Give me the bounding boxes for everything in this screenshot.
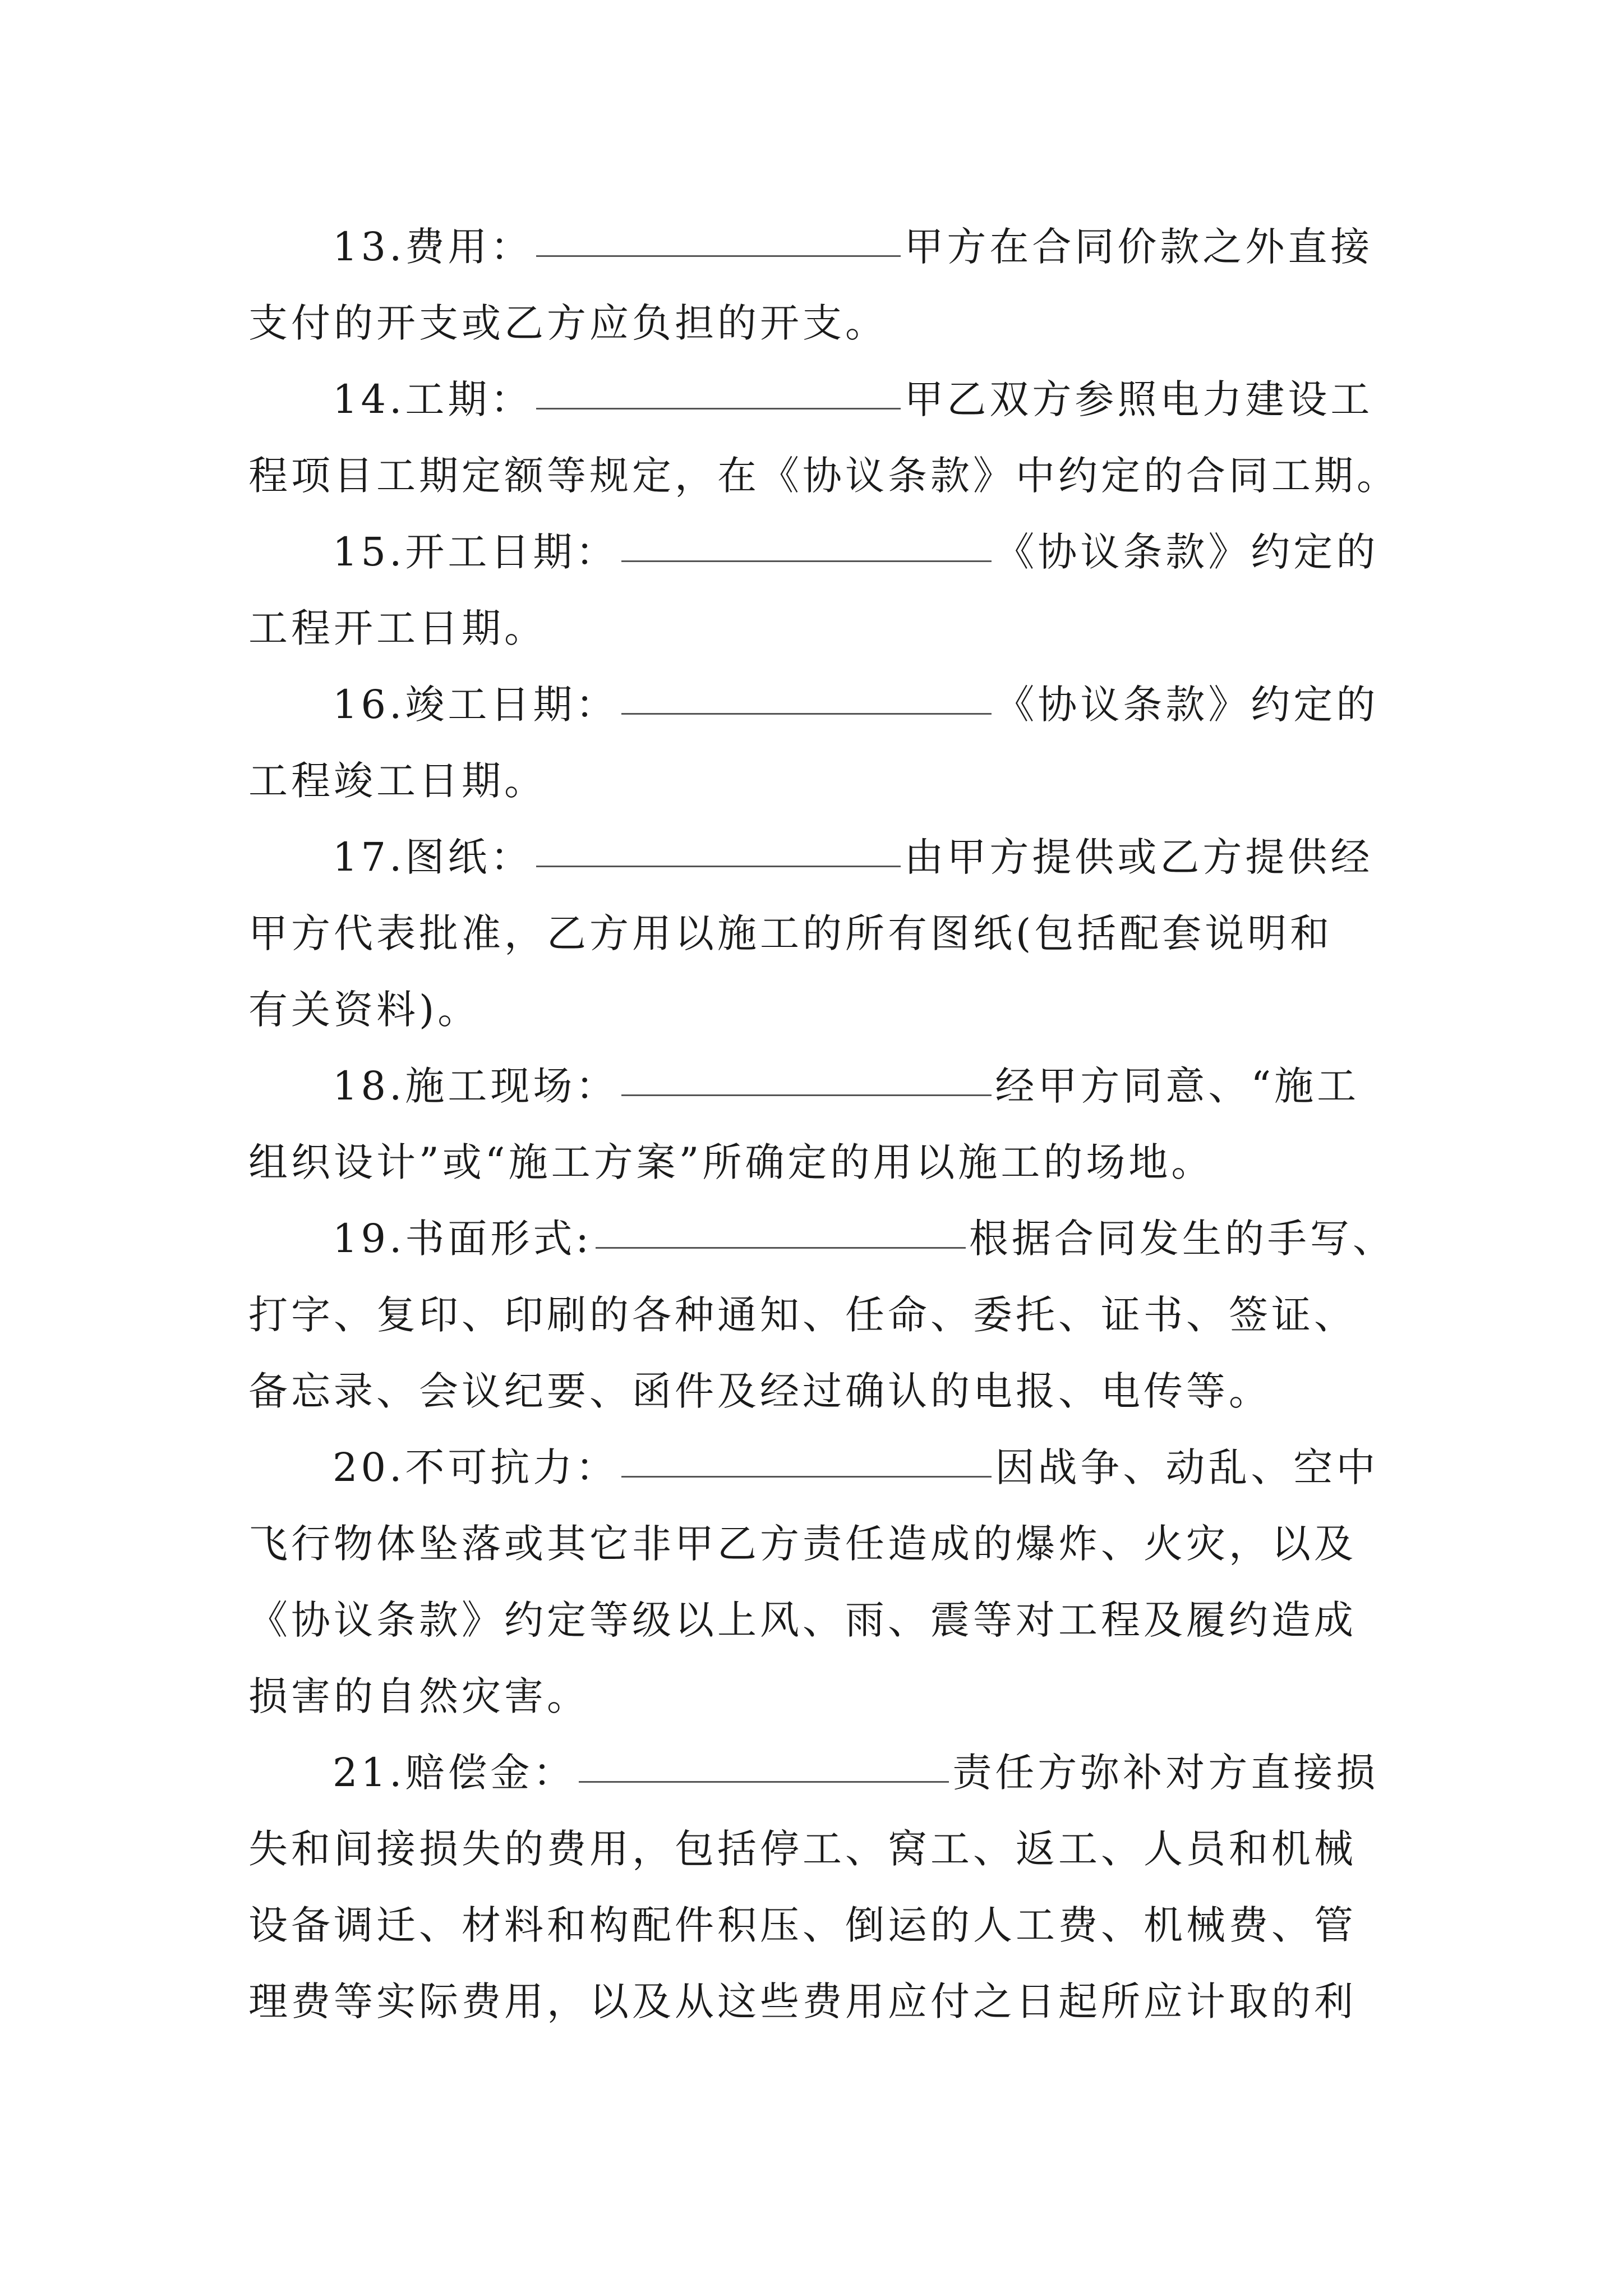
- clause-21-line-1: [248, 1734, 1398, 1811]
- clause-17-line-2: 甲方代表批准，乙方用以施工的所有图纸(包括配套说明和: [248, 910, 1333, 956]
- clause-14-line-2: 程项目工期定额等规定，在《协议条款》中约定的合同工期。: [248, 453, 1399, 499]
- clause-18-definition-start: 经甲方同意、“施工: [995, 1063, 1360, 1109]
- clause-18-blank: [621, 1063, 992, 1096]
- clause-19-term: 19.书面形式:: [333, 1216, 592, 1262]
- clause-20-line-2: 飞行物体坠落或其它非甲乙方责任造成的爆炸、火灾，以及: [248, 1521, 1357, 1567]
- clause-19-blank: [596, 1216, 966, 1249]
- clause-18-line-1: [248, 1048, 1398, 1124]
- clause-20-line-1: [248, 1429, 1398, 1506]
- clause-19-definition-start: 根据合同发生的手写、: [969, 1216, 1395, 1262]
- clause-15-line-1: [248, 514, 1398, 590]
- clause-14-line-1: [248, 361, 1398, 438]
- clause-16-line-1: [248, 666, 1398, 743]
- clause-13-term: 13.费用：: [333, 224, 533, 270]
- document-body: [248, 209, 1398, 2040]
- clause-16-blank: [621, 682, 992, 715]
- clause-21-line-4: 理费等实际费用，以及从这些费用应付之日起所应计取的利: [248, 1978, 1357, 2024]
- clause-14-definition-start: 甲乙双方参照电力建设工: [904, 376, 1373, 422]
- clause-14-blank: [536, 376, 901, 409]
- clause-18-line-2: 组织设计”或“施工方案”所确定的用以施工的场地。: [248, 1139, 1214, 1185]
- clause-21-term: 21.赔偿金：: [333, 1750, 576, 1796]
- clause-13-line-1: [248, 209, 1398, 285]
- clause-21-blank: [579, 1750, 949, 1783]
- clause-16-line-2: 工程竣工日期。: [248, 758, 547, 804]
- clause-19-line-2: 打字、复印、印刷的各种通知、任命、委托、证书、签证、: [248, 1292, 1357, 1338]
- clause-19-line-1: [248, 1200, 1398, 1277]
- clause-17-term: 17.图纸：: [333, 834, 533, 880]
- clause-16-term: 16.竣工日期：: [333, 682, 619, 728]
- clause-15-term: 15.开工日期：: [333, 529, 619, 575]
- clause-15-blank: [621, 529, 992, 562]
- clause-20-line-4: 损害的自然灾害。: [248, 1673, 589, 1719]
- clause-17-definition-start: 由甲方提供或乙方提供经: [904, 834, 1373, 880]
- clause-15-definition-start: 《协议条款》约定的: [995, 529, 1379, 575]
- clause-21-definition-start: 责任方弥补对方直接损: [952, 1750, 1379, 1796]
- clause-20-term: 20.不可抗力：: [333, 1444, 619, 1490]
- clause-17-line-1: [248, 819, 1398, 895]
- clause-16-definition-start: 《协议条款》约定的: [995, 682, 1379, 728]
- clause-20-blank: [621, 1444, 992, 1478]
- clause-13-line-2: 支付的开支或乙方应负担的开支。: [248, 300, 888, 346]
- clause-17-blank: [536, 834, 901, 867]
- clause-18-term: 18.施工现场：: [333, 1063, 619, 1109]
- clause-13-blank: [536, 224, 901, 257]
- clause-20-line-3: 《协议条款》约定等级以上风、雨、震等对工程及履约造成: [248, 1597, 1357, 1643]
- clause-13-definition-start: 甲方在合同价款之外直接: [904, 224, 1373, 270]
- clause-14-term: 14.工期：: [333, 376, 533, 422]
- clause-19-line-3: 备忘录、会议纪要、函件及经过确认的电报、电传等。: [248, 1368, 1271, 1414]
- clause-15-line-2: 工程开工日期。: [248, 605, 547, 651]
- clause-21-line-3: 设备调迁、材料和构配件积压、倒运的人工费、机械费、管: [248, 1902, 1357, 1948]
- clause-21-line-2: 失和间接损失的费用，包括停工、窝工、返工、人员和机械: [248, 1826, 1357, 1872]
- clause-20-definition-start: 因战争、动乱、空中: [995, 1444, 1379, 1490]
- clause-17-line-3: 有关资料)。: [248, 987, 481, 1033]
